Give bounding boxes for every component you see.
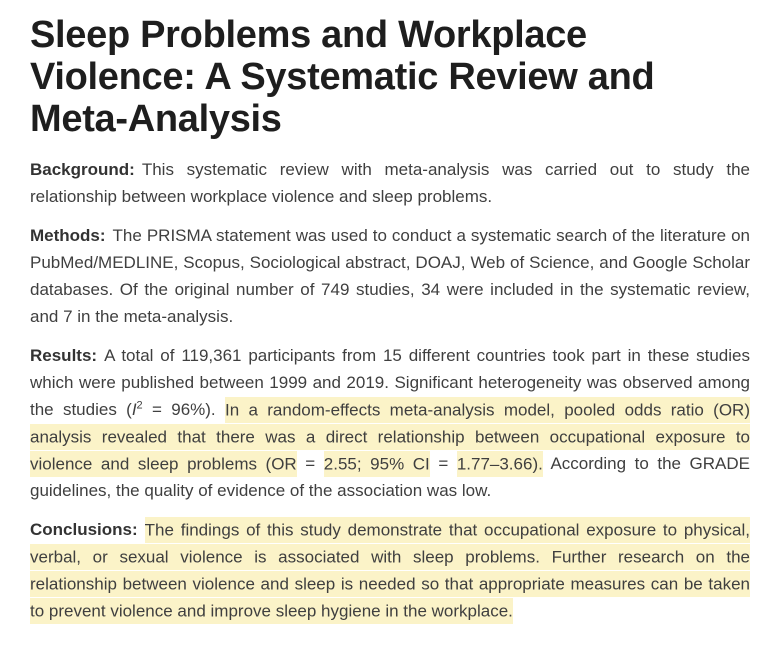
highlighted-text: In a random-effects meta-analysis model, pooled odds ratio (OR) analysis revealed that there was a direct relationship between occupational exposure to violence and sleep problems (OR xyxy=(30,397,750,477)
text-segment: I xyxy=(131,400,137,419)
text-segment: = xyxy=(296,454,324,473)
section-label-conclusions: Conclusions: xyxy=(30,520,138,539)
highlighted-text: The findings of this study demonstrate that occupational exposure to physical, verbal, or sexual violence is associated with sleep problems. Further research on the relationship between violence and sleep is needed so that appropriate measures can be taken to prevent violence and improve sleep hygiene in the workplace. xyxy=(30,517,750,624)
highlighted-text: 2.55; 95% CI xyxy=(324,451,430,477)
section-label-results: Results: xyxy=(30,346,98,365)
abstract xyxy=(30,156,750,624)
abstract-section-background xyxy=(30,156,750,210)
text-segment: = xyxy=(429,454,457,473)
highlighted-text: 1.77–3.66). xyxy=(457,451,543,477)
text-segment: A total of 119,361 participants from 15 different countries took part in these studies which were published between 1999 and 2019. Significant heterogeneity was observed among the studies ( xyxy=(30,346,750,419)
text-segment: According to the GRADE guidelines, the quality of evidence of the association was low. xyxy=(30,454,751,500)
abstract-section-conclusions xyxy=(30,516,750,624)
text-segment: = 96%). xyxy=(142,400,225,419)
superscript-text: 2 xyxy=(136,399,143,412)
abstract-section-methods xyxy=(30,222,750,330)
text-segment: This systematic review with meta-analysis was carried out to study the relationship between workplace violence and sleep problems. xyxy=(30,160,750,206)
section-label-methods: Methods: xyxy=(30,226,106,245)
paper-title: Sleep Problems and Workplace Violence: A Systematic Review and Meta-Analysis xyxy=(30,14,655,140)
abstract-section-results xyxy=(30,342,750,504)
section-label-background: Background: xyxy=(30,160,135,179)
text-segment: The PRISMA statement was used to conduct a systematic search of the literature on PubMed/MEDLINE, Scopus, Sociological abstract, DOAJ, Web of Science, and Google Scholar databases. Of the original number of 749 studies, 34 were included in the systematic review, and 7 in the meta-analysis. xyxy=(30,226,750,326)
